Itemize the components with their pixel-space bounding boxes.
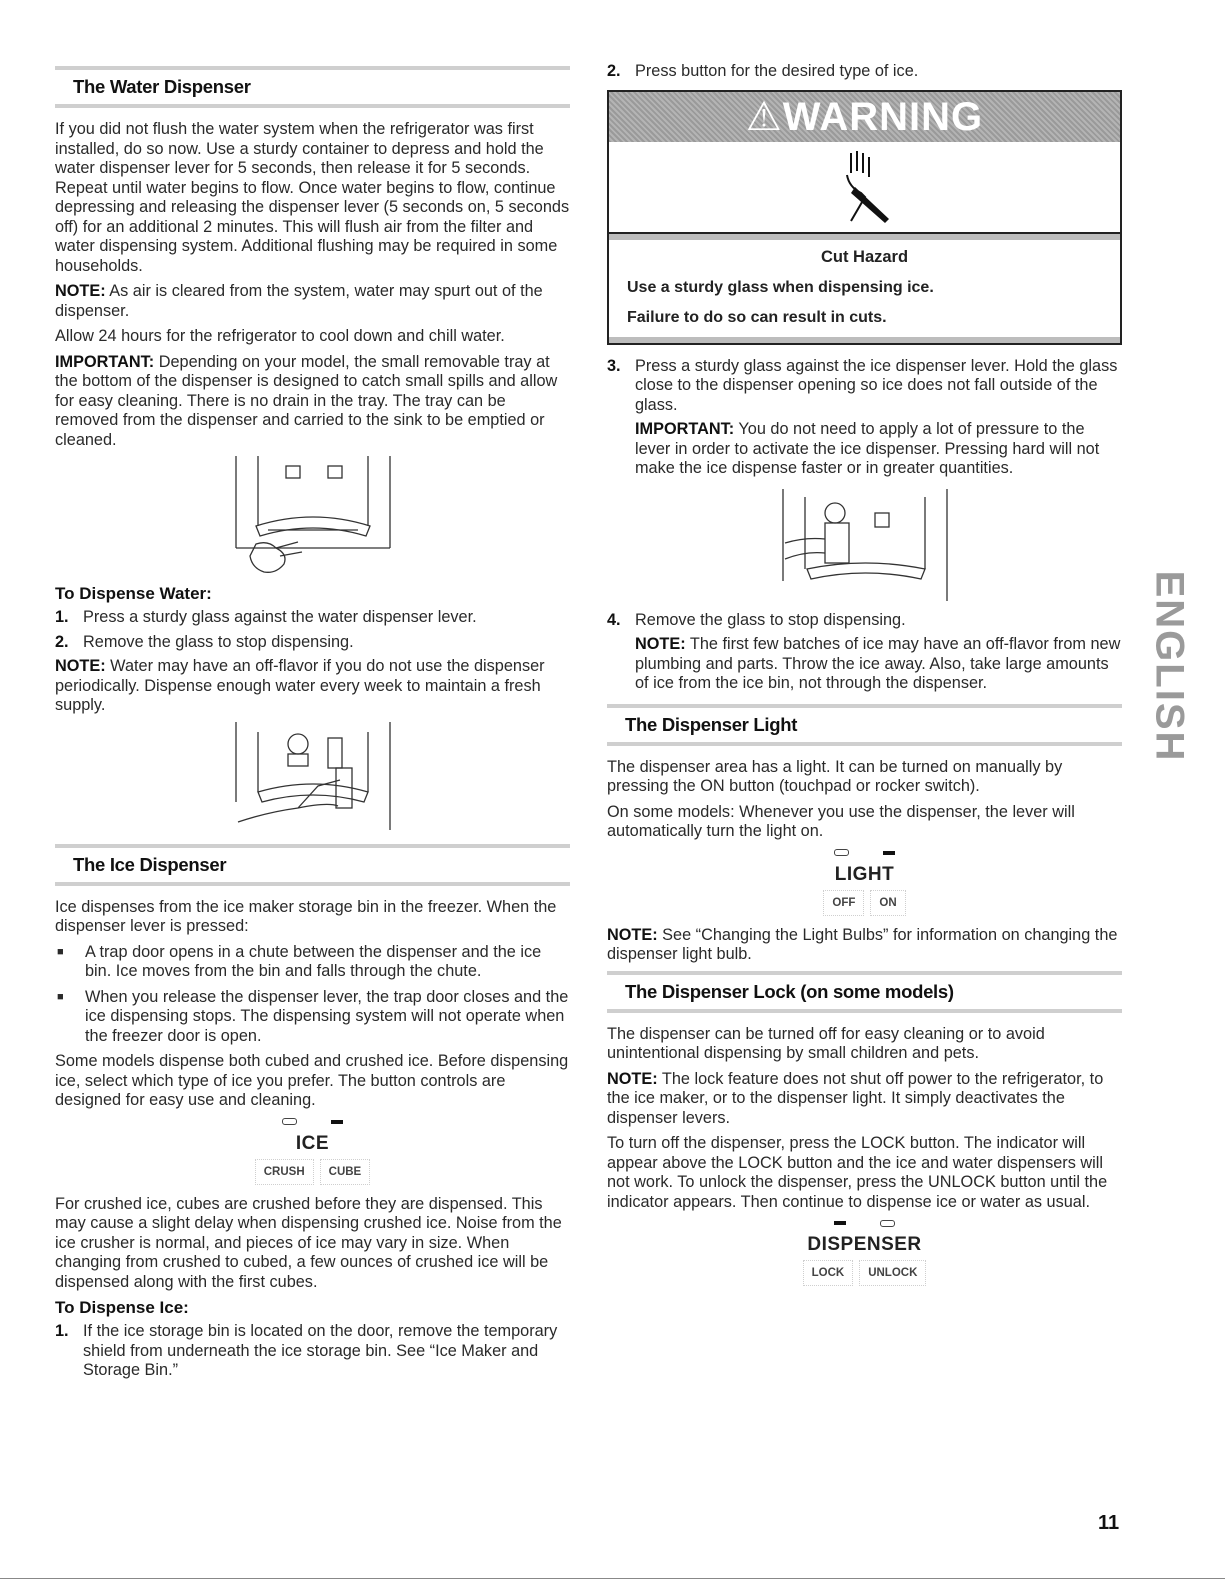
dispense-ice-heading: To Dispense Ice: (55, 1298, 189, 1317)
ice-dispenser-heading-bar (55, 844, 570, 886)
cube-indicator-icon (331, 1120, 343, 1124)
ice-indicators (55, 1117, 570, 1127)
cut-hazard-icon (609, 142, 1120, 234)
note-label: NOTE: (635, 635, 686, 653)
ice-step-4 (607, 611, 1122, 699)
ice-bullet-2 (55, 988, 570, 1047)
step3-important-paragraph (635, 420, 1122, 479)
warning-body (609, 234, 1120, 337)
note-label: NOTE: (607, 925, 658, 944)
step-number: 1. (55, 608, 69, 626)
step-body (635, 357, 1122, 484)
light-off-button[interactable]: OFF (823, 890, 864, 916)
light-paragraph-2: On some models: Whenever you use the dispenser, the lever will automatically turn the light on. (607, 802, 1075, 840)
warning-box (607, 90, 1122, 345)
water-note-text: As air is cleared from the system, water may spurt out of the dispenser. (55, 282, 543, 320)
off-indicator-icon (834, 849, 849, 856)
crush-button[interactable]: CRUSH (255, 1159, 314, 1185)
lock-button[interactable]: LOCK (803, 1260, 854, 1286)
light-on-button[interactable]: ON (870, 890, 905, 916)
dispenser-control-title: DISPENSER (807, 1234, 922, 1255)
tray-removal-illustration (55, 456, 570, 578)
step4-note-text: The first few batches of ice may have an off-flavor from new plumbing and parts. Throw the ice away. Also, take large amounts of ice from the ice bin, not through the dispenser. (635, 635, 1121, 692)
warning-title: ⚠WARNING (745, 94, 984, 139)
step-number: 3. (607, 356, 621, 375)
step4-note-paragraph (635, 635, 1122, 694)
water-chill-paragraph: Allow 24 hours for the refrigerator to cool down and chill water. (55, 327, 505, 345)
light-buttons (607, 890, 1122, 916)
dispenser-light-heading: The Dispenser Light (607, 708, 1122, 742)
light-note-text: See “Changing the Light Bulbs” for information on changing the dispenser light bulb. (607, 925, 1118, 963)
water-important-text: Depending on your model, the small removable tray at the bottom of the dispenser is designed to catch small spills and allow for easy cleaning. There is no drain in the tray. The tray can be removed from the dispenser and carried to the sink to be emptied or cleaned. (55, 352, 558, 449)
step-text: If the ice storage bin is located on the door, remove the temporary shield from underneath the ice storage bin. See “Ice Maker and Storage Bin.” (83, 1322, 558, 1379)
ice-control-title: ICE (295, 1132, 330, 1154)
bottom-rule (0, 1578, 1225, 1579)
ice-dispenser-heading: The Ice Dispenser (55, 848, 570, 882)
note-label: NOTE: (607, 1069, 658, 1088)
page-number: 11 (1098, 1512, 1120, 1534)
ice-dispense-illustration (607, 489, 1122, 605)
important-label: IMPORTANT: (635, 420, 735, 438)
dispense-water-heading: To Dispense Water: (55, 584, 212, 603)
light-control-title: LIGHT (834, 863, 895, 885)
ice-step-1 (55, 1322, 570, 1381)
ice-bullet-1 (55, 943, 570, 982)
bullet-square-icon: ■ (57, 990, 64, 1003)
dispenser-lock-heading-bar (607, 971, 1122, 1013)
step-text: Press a sturdy glass against the ice dispenser lever. Hold the glass close to the dispenser opening so ice does not fall outside of the glass. (635, 356, 1118, 414)
ice-control-panel (55, 1117, 570, 1185)
ice-type-paragraph: Some models dispense both cubed and crushed ice. Before dispensing ice, select which type of ice you prefer. The button controls are designed for easy use and cleaning. (55, 1052, 569, 1109)
light-control-panel (607, 848, 1122, 916)
on-indicator-icon (883, 851, 895, 855)
unlock-button[interactable]: UNLOCK (859, 1260, 926, 1286)
bullet-text: A trap door opens in a chute between the dispenser and the ice bin. Ice moves from the bin and falls through the chute. (85, 942, 542, 980)
water-dispenser-heading-bar (55, 66, 570, 108)
water-dispense-illustration (55, 722, 570, 834)
lock-buttons (607, 1260, 1122, 1286)
water-step-2 (55, 633, 570, 653)
step-text: Remove the glass to stop dispensing. (83, 632, 354, 651)
water-important-paragraph (55, 353, 570, 451)
left-column (55, 62, 570, 1386)
bullet-text: When you release the dispenser lever, the trap door closes and the ice dispensing stops. The dispensing system will not operate when the freezer door is open. (85, 987, 569, 1045)
warning-banner (609, 92, 1120, 142)
cube-button[interactable]: CUBE (320, 1159, 371, 1185)
light-indicators (607, 848, 1122, 858)
language-side-tab (1147, 566, 1192, 766)
ice-step-3 (607, 357, 1122, 484)
dispenser-light-heading-bar (607, 704, 1122, 746)
water-note2-text: Water may have an off-flavor if you do not use the dispenser periodically. Dispense enough water every week to maintain a fresh supply. (55, 657, 545, 714)
step3-important-text: You do not need to apply a lot of pressure to the lever in order to activate the ice dispenser. Pressing hard will not make the ice dispense faster or in greater quantities. (635, 420, 1100, 477)
step-number: 1. (55, 1322, 69, 1340)
step-text: Remove the glass to stop dispensing. (635, 610, 906, 629)
warning-consequence: Failure to do so can result in cuts. (627, 308, 887, 326)
note-label: NOTE: (55, 282, 106, 300)
lock-paragraph-2: To turn off the dispenser, press the LOCK button. The indicator will appear above the LOCK button and the ice and water dispensers will not work. To unlock the dispenser, press the UNLOCK button until the indicator appears. Then continue to dispense ice or water as usual. (607, 1134, 1108, 1211)
unlock-indicator-icon (880, 1220, 895, 1227)
ice-intro-paragraph: Ice dispenses from the ice maker storage bin in the freezer. When the dispenser lever is pressed: (55, 897, 557, 935)
step-number: 2. (607, 62, 621, 80)
warning-footer-bar (609, 337, 1120, 343)
water-note2-paragraph (55, 657, 570, 716)
light-note-paragraph (607, 926, 1122, 965)
bullet-square-icon: ■ (57, 945, 64, 958)
water-dispenser-heading: The Water Dispenser (55, 70, 570, 104)
ice-buttons (55, 1159, 570, 1185)
step-body (635, 611, 1122, 699)
water-intro-paragraph: If you did not flush the water system when the refrigerator was first installed, do so now. Use a sturdy container to depress and hold the water dispenser lever for 5 seconds, then release it for 5 seconds. Repeat until water begins to flow. Once water begins to flow, continue depressing and releasing the dispenser lever (5 seconds on, 5 seconds off) for an additional 2 minutes. This will flush air from the filter and water dispensing system. Additional flushing may be required in some households. (55, 120, 570, 275)
note-label: NOTE: (55, 657, 106, 675)
important-label: IMPORTANT: (55, 352, 155, 371)
dispenser-lock-heading: The Dispenser Lock (on some models) (607, 975, 1122, 1009)
light-paragraph-1: The dispenser area has a light. It can be turned on manually by pressing the ON button (touchpad or rocker switch). (607, 757, 1063, 795)
lock-note-text: The lock feature does not shut off power to the refrigerator, to the ice maker, or to the dispenser light. It simply deactivates the dispenser levers. (607, 1069, 1104, 1127)
water-note-paragraph (55, 282, 570, 321)
water-step-1 (55, 608, 570, 628)
right-column (607, 62, 1122, 1296)
step-number: 4. (607, 610, 621, 629)
lock-note-paragraph (607, 1070, 1122, 1129)
ice-step-2 (607, 62, 1122, 82)
hazard-label: Cut Hazard (820, 247, 909, 266)
step-text: Press button for the desired type of ice. (635, 62, 919, 80)
lock-indicators (607, 1218, 1122, 1228)
dispenser-lock-control-panel (607, 1218, 1122, 1286)
step-text: Press a sturdy glass against the water dispenser lever. (83, 608, 477, 626)
warning-instruction: Use a sturdy glass when dispensing ice. (627, 278, 934, 296)
lock-paragraph-1: The dispenser can be turned off for easy cleaning or to avoid unintentional dispensing by small children and pets. (607, 1024, 1045, 1062)
step-number: 2. (55, 632, 69, 651)
crushed-ice-paragraph: For crushed ice, cubes are crushed before they are dispensed. This may cause a slight delay when dispensing crushed ice. Noise from the ice crusher is normal, and pieces of ice may vary in size. When changing from crushed to cubed, a few ounces of crushed ice will be dispensed along with the first cubes. (55, 1194, 562, 1291)
lock-indicator-icon (834, 1221, 846, 1225)
crush-indicator-icon (282, 1118, 297, 1125)
language-tab-label: ENGLISH (1147, 570, 1192, 762)
